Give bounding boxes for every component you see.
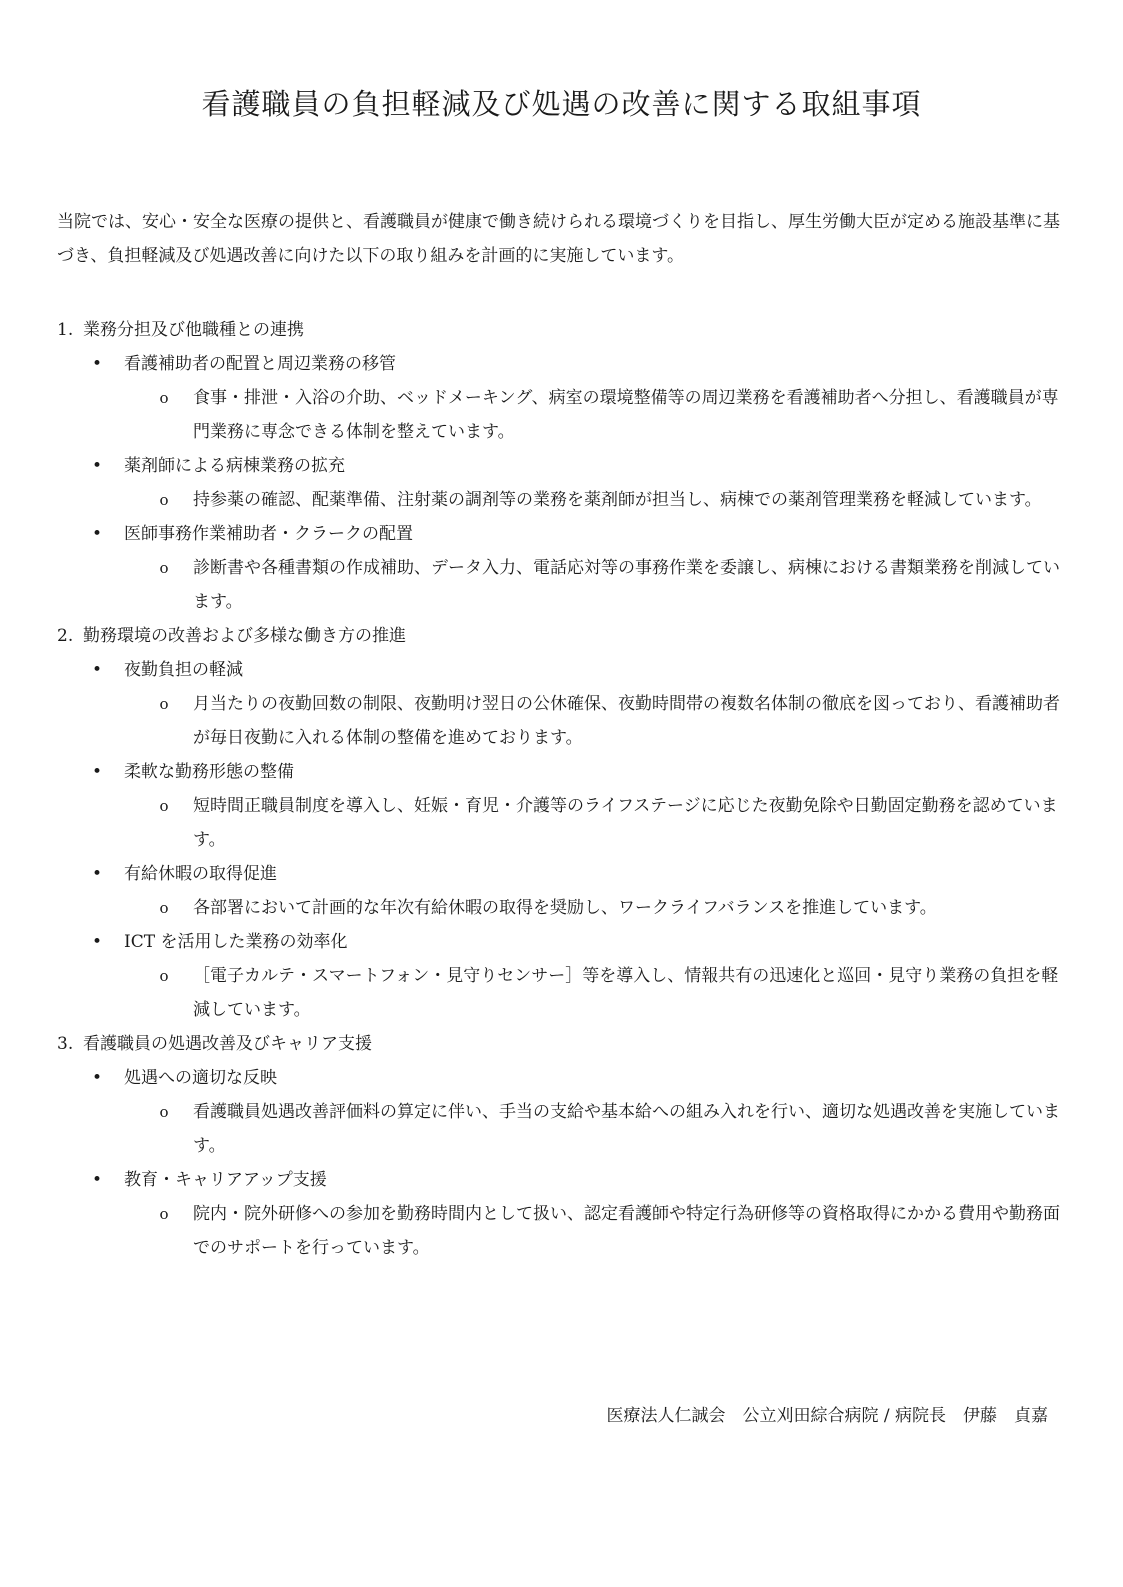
detail-text: 院内・院外研修への参加を勤務時間内として扱い、認定看護師や特定行為研修等の資格取得にかかる費用や勤務面でのサポートを行っています。 [193, 1204, 1060, 1258]
list-item [57, 755, 1067, 789]
section-heading [57, 1027, 1067, 1061]
circle-bullet-icon: o [159, 1103, 169, 1121]
intro-paragraph: 当院では、安心・安全な医療の提供と、看護職員が健康で働き続けられる環境づくりを目指し、厚生労働大臣が定める施設基準に基づき、負担軽減及び処遇改善に向けた以下の取り組みを計画的に実施しています。 [57, 212, 1060, 266]
list-item-detail [57, 687, 1067, 755]
document-title: 看護職員の負担軽減及び処遇の改善に関する取組事項 [201, 87, 922, 121]
list-item-detail [57, 891, 1067, 925]
circle-bullet-icon: o [159, 797, 169, 815]
item-label: ICT を活用した業務の効率化 [124, 932, 348, 952]
detail-text: 食事・排泄・入浴の介助、ベッドメーキング、病室の環境整備等の周辺業務を看護補助者へ分担し、看護職員が専門業務に専念できる体制を整えています。 [193, 388, 1059, 442]
circle-bullet-icon: o [159, 899, 169, 917]
item-label: 夜勤負担の軽減 [124, 660, 243, 680]
bullet-icon: • [91, 660, 103, 680]
circle-bullet-icon: o [159, 695, 169, 713]
list-item-detail [57, 483, 1067, 517]
section-2 [57, 619, 1067, 1027]
list-item-detail [57, 551, 1067, 619]
detail-text: 各部署において計画的な年次有給休暇の取得を奨励し、ワークライフバランスを推進しています。 [193, 898, 937, 918]
bullet-icon: • [91, 762, 103, 782]
item-label: 薬剤師による病棟業務の拡充 [124, 456, 345, 476]
section-number: 2. [57, 626, 74, 646]
section-heading-text: 業務分担及び他職種との連携 [83, 320, 304, 340]
section-1 [57, 313, 1067, 619]
bullet-icon: • [91, 354, 103, 374]
section-heading-text: 看護職員の処遇改善及びキャリア支援 [83, 1034, 372, 1054]
list-item-detail [57, 381, 1067, 449]
item-label: 医師事務作業補助者・クラークの配置 [124, 524, 413, 544]
list-item-detail [57, 1095, 1067, 1163]
list-item-detail [57, 789, 1067, 857]
section-number: 1. [57, 320, 74, 340]
detail-text: 短時間正職員制度を導入し、妊娠・育児・介護等のライフステージに応じた夜勤免除や日勤固定勤務を認めています。 [193, 796, 1058, 850]
circle-bullet-icon: o [159, 1205, 169, 1223]
section-heading [57, 619, 1067, 653]
detail-text: 看護職員処遇改善評価料の算定に伴い、手当の支給や基本給への組み入れを行い、適切な処遇改善を実施しています。 [193, 1102, 1060, 1156]
list-item [57, 517, 1067, 551]
list-item [57, 925, 1067, 959]
item-label: 柔軟な勤務形態の整備 [124, 762, 294, 782]
list-item [57, 347, 1067, 381]
bullet-icon: • [91, 932, 103, 952]
circle-bullet-icon: o [159, 967, 169, 985]
detail-text: 診断書や各種書類の作成補助、データ入力、電話応対等の事務作業を委譲し、病棟における書類業務を削減しています。 [193, 558, 1060, 612]
circle-bullet-icon: o [159, 559, 169, 577]
list-item-detail [57, 959, 1067, 1027]
section-number: 3. [57, 1034, 74, 1054]
section-heading [57, 313, 1067, 347]
item-label: 看護補助者の配置と周辺業務の移管 [124, 354, 396, 374]
detail-text: 持参薬の確認、配薬準備、注射薬の調剤等の業務を薬剤師が担当し、病棟での薬剤管理業務を軽減しています。 [193, 490, 1042, 510]
bullet-icon: • [91, 864, 103, 884]
list-item [57, 449, 1067, 483]
circle-bullet-icon: o [159, 389, 169, 407]
bullet-icon: • [91, 524, 103, 544]
sections-list [57, 313, 1067, 1265]
bullet-icon: • [91, 456, 103, 476]
bullet-icon: • [91, 1068, 103, 1088]
item-label: 教育・キャリアアップ支援 [124, 1170, 327, 1190]
section-3 [57, 1027, 1067, 1265]
circle-bullet-icon: o [159, 491, 169, 509]
section-heading-text: 勤務環境の改善および多様な働き方の推進 [83, 626, 406, 646]
item-label: 処遇への適切な反映 [124, 1068, 277, 1088]
list-item [57, 1061, 1067, 1095]
detail-text: 月当たりの夜勤回数の制限、夜勤明け翌日の公休確保、夜勤時間帯の複数名体制の徹底を図っており、看護補助者が毎日夜勤に入れる体制の整備を進めております。 [193, 694, 1060, 748]
bullet-icon: • [91, 1170, 103, 1190]
detail-text: ［電子カルテ・スマートフォン・見守りセンサー］等を導入し、情報共有の迅速化と巡回・見守り業務の負担を軽減しています。 [193, 966, 1059, 1020]
list-item [57, 653, 1067, 687]
list-item [57, 857, 1067, 891]
item-label: 有給休暇の取得促進 [124, 864, 277, 884]
signature: 医療法人仁誠会 公立刈田綜合病院 / 病院長 伊藤 貞嘉 [606, 1406, 1048, 1426]
list-item-detail [57, 1197, 1067, 1265]
list-item [57, 1163, 1067, 1197]
